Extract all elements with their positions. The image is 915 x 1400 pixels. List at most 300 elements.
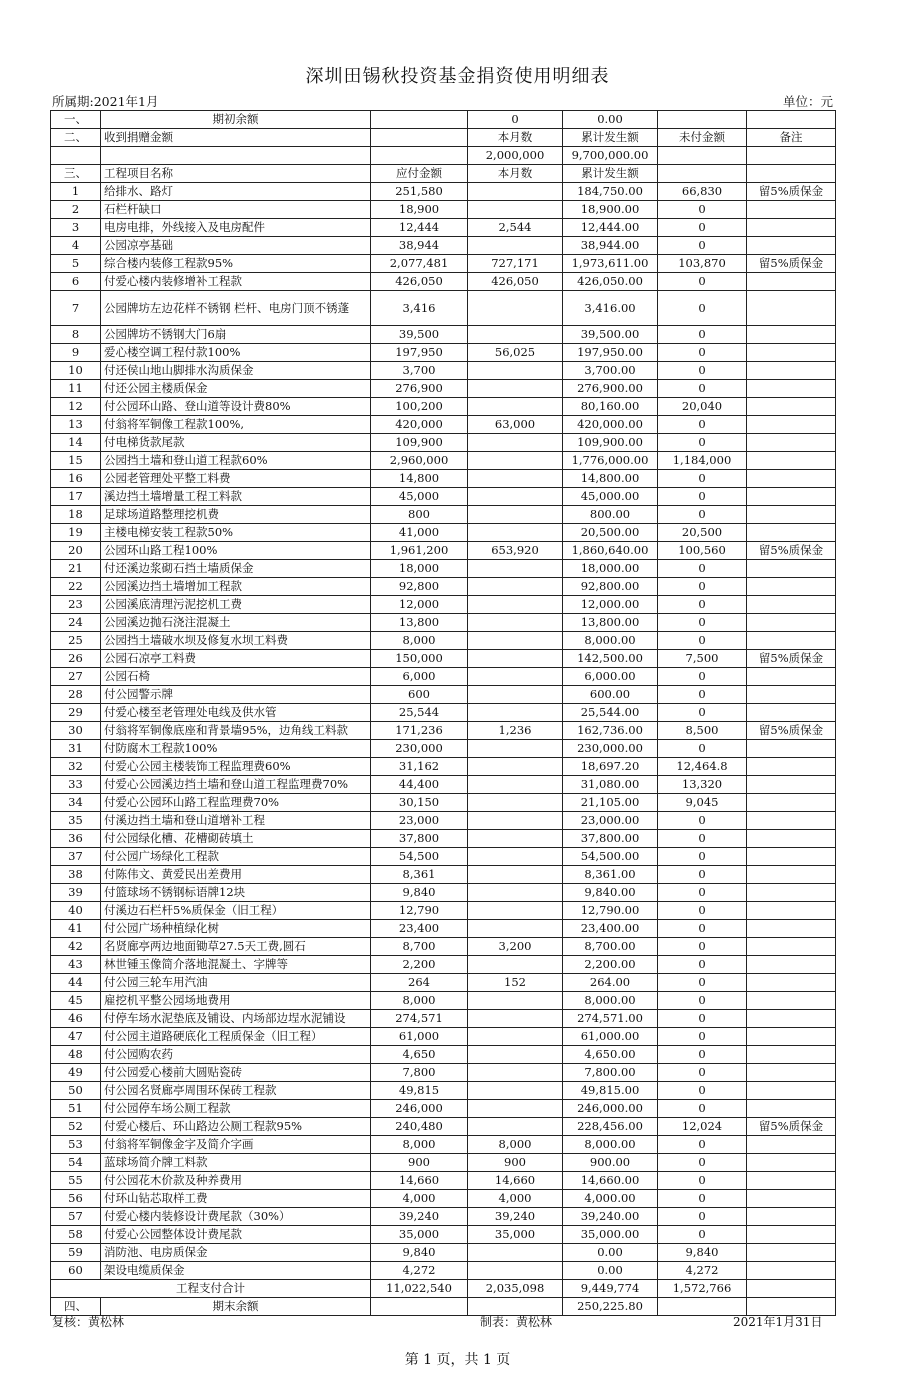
item-name: 付翁将军铜像金字及简介字画 [101, 1136, 371, 1154]
item-remark [747, 344, 836, 362]
item-number: 57 [51, 1208, 101, 1226]
item-number: 17 [51, 488, 101, 506]
item-cumulative: 18,000.00 [563, 560, 658, 578]
item-number: 48 [51, 1046, 101, 1064]
item-name: 付公园绿化槽、花槽砌砖填土 [101, 830, 371, 848]
item-unpaid: 0 [658, 219, 747, 237]
column-header-remark: 备注 [747, 129, 836, 147]
item-payable: 35,000 [371, 1226, 468, 1244]
item-cumulative: 0.00 [563, 1262, 658, 1280]
item-cumulative: 0.00 [563, 1244, 658, 1262]
item-unpaid: 20,500 [658, 524, 747, 542]
item-number: 33 [51, 776, 101, 794]
item-number: 6 [51, 273, 101, 291]
item-name: 架设电缆质保金 [101, 1262, 371, 1280]
row-label: 期末余额 [101, 1298, 371, 1316]
item-remark [747, 1154, 836, 1172]
item-remark [747, 1064, 836, 1082]
item-cumulative: 900.00 [563, 1154, 658, 1172]
item-remark [747, 524, 836, 542]
table-row [51, 1118, 836, 1136]
item-remark [747, 219, 836, 237]
item-unpaid: 0 [658, 686, 747, 704]
item-name: 付溪边石栏杆5%质保金（旧工程） [101, 902, 371, 920]
item-month [468, 956, 563, 974]
column-header-unpaid: 未付金额 [658, 129, 747, 147]
item-unpaid: 0 [658, 866, 747, 884]
item-name: 公园溪边挡土墙增加工程款 [101, 578, 371, 596]
item-unpaid: 1,184,000 [658, 452, 747, 470]
item-unpaid: 0 [658, 1190, 747, 1208]
item-name: 溪边挡土墙增量工程工料款 [101, 488, 371, 506]
item-payable: 41,000 [371, 524, 468, 542]
item-month [468, 470, 563, 488]
table-row [51, 722, 836, 740]
item-month [468, 848, 563, 866]
item-number: 38 [51, 866, 101, 884]
item-unpaid: 0 [658, 1064, 747, 1082]
item-unpaid: 100,560 [658, 542, 747, 560]
item-payable: 18,900 [371, 201, 468, 219]
item-cumulative: 6,000.00 [563, 668, 658, 686]
item-cumulative: 184,750.00 [563, 183, 658, 201]
item-month [468, 201, 563, 219]
item-month [468, 794, 563, 812]
unit-label: 单位：元 [782, 94, 833, 109]
item-name: 付公园购农药 [101, 1046, 371, 1064]
row-label: 收到捐赠金额 [101, 129, 371, 147]
item-remark [747, 398, 836, 416]
item-unpaid: 4,272 [658, 1262, 747, 1280]
empty-cell [371, 111, 468, 129]
item-payable: 246,000 [371, 1100, 468, 1118]
item-remark [747, 740, 836, 758]
item-month [468, 326, 563, 344]
item-remark [747, 794, 836, 812]
item-unpaid: 12,024 [658, 1118, 747, 1136]
item-month [468, 668, 563, 686]
item-remark [747, 866, 836, 884]
item-unpaid: 0 [658, 470, 747, 488]
page-number: 第 1 页，共 1 页 [404, 1352, 511, 1368]
item-remark [747, 1172, 836, 1190]
table-row [51, 560, 836, 578]
report-date: 2021年1月31日 [733, 1315, 823, 1329]
item-payable: 30,150 [371, 794, 468, 812]
table-row [51, 650, 836, 668]
item-payable: 197,950 [371, 344, 468, 362]
item-remark [747, 506, 836, 524]
table-row [51, 704, 836, 722]
item-month [468, 1082, 563, 1100]
table-row [51, 938, 836, 956]
item-unpaid: 8,500 [658, 722, 747, 740]
item-number: 58 [51, 1226, 101, 1244]
item-name: 雇挖机平整公园场地费用 [101, 992, 371, 1010]
table-row [51, 1046, 836, 1064]
item-name: 付爱心楼内装修增补工程款 [101, 273, 371, 291]
item-unpaid: 0 [658, 614, 747, 632]
item-remark [747, 237, 836, 255]
item-cumulative: 37,800.00 [563, 830, 658, 848]
row-index: 三、 [51, 165, 101, 183]
item-cumulative: 420,000.00 [563, 416, 658, 434]
table-row [51, 1190, 836, 1208]
item-remark [747, 812, 836, 830]
item-remark: 留5%质保金 [747, 183, 836, 201]
item-month [468, 704, 563, 722]
item-name: 付公园名贤廊亭周围环保砖工程款 [101, 1082, 371, 1100]
item-month [468, 578, 563, 596]
closing-balance-row [51, 1298, 836, 1316]
item-month: 35,000 [468, 1226, 563, 1244]
item-number: 31 [51, 740, 101, 758]
table-row [51, 1028, 836, 1046]
item-month [468, 920, 563, 938]
item-number: 41 [51, 920, 101, 938]
item-number: 47 [51, 1028, 101, 1046]
item-payable: 6,000 [371, 668, 468, 686]
item-month [468, 452, 563, 470]
item-number: 5 [51, 255, 101, 273]
empty-cell [371, 1298, 468, 1316]
item-remark [747, 380, 836, 398]
item-name: 蓝球场简介牌工料款 [101, 1154, 371, 1172]
item-cumulative: 61,000.00 [563, 1028, 658, 1046]
item-number: 34 [51, 794, 101, 812]
row-index: 四、 [51, 1298, 101, 1316]
item-unpaid: 0 [658, 812, 747, 830]
item-cumulative: 39,240.00 [563, 1208, 658, 1226]
item-name: 公园凉亭基础 [101, 237, 371, 255]
table-row [51, 902, 836, 920]
item-payable: 9,840 [371, 884, 468, 902]
item-unpaid: 0 [658, 902, 747, 920]
item-remark [747, 704, 836, 722]
item-month: 14,660 [468, 1172, 563, 1190]
item-payable: 8,000 [371, 1136, 468, 1154]
item-payable: 240,480 [371, 1118, 468, 1136]
item-number: 30 [51, 722, 101, 740]
item-month [468, 1244, 563, 1262]
totals-unpaid: 1,572,766 [658, 1280, 747, 1298]
item-unpaid: 0 [658, 380, 747, 398]
item-number: 44 [51, 974, 101, 992]
item-remark [747, 470, 836, 488]
item-name: 主楼电梯安装工程款50% [101, 524, 371, 542]
item-month [468, 237, 563, 255]
item-remark [747, 1010, 836, 1028]
table-row [51, 614, 836, 632]
table-row [51, 219, 836, 237]
item-month: 426,050 [468, 273, 563, 291]
item-unpaid: 0 [658, 506, 747, 524]
item-name: 消防池、电房质保金 [101, 1244, 371, 1262]
item-month [468, 488, 563, 506]
empty-cell [658, 111, 747, 129]
item-payable: 8,700 [371, 938, 468, 956]
item-cumulative: 18,900.00 [563, 201, 658, 219]
item-number: 43 [51, 956, 101, 974]
item-cumulative: 54,500.00 [563, 848, 658, 866]
item-cumulative: 246,000.00 [563, 1100, 658, 1118]
item-cumulative: 12,444.00 [563, 219, 658, 237]
item-cumulative: 12,790.00 [563, 902, 658, 920]
item-cumulative: 3,700.00 [563, 362, 658, 380]
item-remark [747, 452, 836, 470]
item-cumulative: 14,660.00 [563, 1172, 658, 1190]
item-payable: 150,000 [371, 650, 468, 668]
item-payable: 276,900 [371, 380, 468, 398]
item-remark [747, 1208, 836, 1226]
item-payable: 8,361 [371, 866, 468, 884]
item-month [468, 830, 563, 848]
item-remark [747, 956, 836, 974]
item-number: 49 [51, 1064, 101, 1082]
item-month: 39,240 [468, 1208, 563, 1226]
item-unpaid: 7,500 [658, 650, 747, 668]
totals-row [51, 1280, 836, 1298]
item-unpaid: 0 [658, 830, 747, 848]
column-header-project: 工程项目名称 [101, 165, 371, 183]
item-name: 付爱心楼内装修设计费尾款（30%） [101, 1208, 371, 1226]
item-unpaid: 0 [658, 704, 747, 722]
item-unpaid: 0 [658, 668, 747, 686]
item-unpaid: 9,045 [658, 794, 747, 812]
item-payable: 39,500 [371, 326, 468, 344]
empty-cell [658, 165, 747, 183]
item-cumulative: 80,160.00 [563, 398, 658, 416]
item-month [468, 992, 563, 1010]
item-month: 900 [468, 1154, 563, 1172]
table-row [51, 1262, 836, 1280]
item-cumulative: 264.00 [563, 974, 658, 992]
item-unpaid: 66,830 [658, 183, 747, 201]
item-cumulative: 21,105.00 [563, 794, 658, 812]
item-number: 11 [51, 380, 101, 398]
item-cumulative: 230,000.00 [563, 740, 658, 758]
table-row [51, 201, 836, 219]
item-payable: 2,200 [371, 956, 468, 974]
item-month [468, 1262, 563, 1280]
ledger-body [51, 111, 836, 1316]
item-month [468, 560, 563, 578]
column-header-cumulative: 累计发生额 [563, 129, 658, 147]
item-number: 54 [51, 1154, 101, 1172]
item-payable: 171,236 [371, 722, 468, 740]
item-month [468, 1100, 563, 1118]
item-cumulative: 25,544.00 [563, 704, 658, 722]
item-remark [747, 992, 836, 1010]
item-payable: 264 [371, 974, 468, 992]
item-payable: 4,650 [371, 1046, 468, 1064]
item-name: 公园牌坊不锈钢大门6扇 [101, 326, 371, 344]
table-row [51, 398, 836, 416]
item-remark [747, 1226, 836, 1244]
item-name: 付公园广场绿化工程款 [101, 848, 371, 866]
table-row [51, 740, 836, 758]
item-remark [747, 1028, 836, 1046]
item-number: 45 [51, 992, 101, 1010]
item-name: 付还公园主楼质保金 [101, 380, 371, 398]
item-number: 21 [51, 560, 101, 578]
table-row [51, 884, 836, 902]
item-month [468, 740, 563, 758]
table-row [51, 380, 836, 398]
row-index: 二、 [51, 129, 101, 147]
empty-cell [747, 1280, 836, 1298]
table-row [51, 237, 836, 255]
item-month [468, 812, 563, 830]
item-month [468, 596, 563, 614]
item-payable: 7,800 [371, 1064, 468, 1082]
item-payable: 44,400 [371, 776, 468, 794]
table-row [51, 1064, 836, 1082]
item-cumulative: 12,000.00 [563, 596, 658, 614]
item-cumulative: 18,697.20 [563, 758, 658, 776]
item-month [468, 884, 563, 902]
received-month-value: 2,000,000 [468, 147, 563, 165]
item-name: 付公园三轮车用汽油 [101, 974, 371, 992]
item-name: 付爱心公园环山路工程监理费70% [101, 794, 371, 812]
item-cumulative: 276,900.00 [563, 380, 658, 398]
table-row [51, 866, 836, 884]
item-unpaid: 0 [658, 1100, 747, 1118]
item-remark [747, 632, 836, 650]
item-unpaid: 0 [658, 938, 747, 956]
item-cumulative: 800.00 [563, 506, 658, 524]
item-number: 56 [51, 1190, 101, 1208]
item-remark [747, 974, 836, 992]
item-name: 公园牌坊左边花样不锈钢 栏杆、电房门顶不锈蓬 [101, 291, 371, 326]
item-name: 付公园主道路硬底化工程质保金（旧工程） [101, 1028, 371, 1046]
item-cumulative: 7,800.00 [563, 1064, 658, 1082]
table-row [51, 992, 836, 1010]
item-cumulative: 228,456.00 [563, 1118, 658, 1136]
table-row [51, 488, 836, 506]
item-name: 公园老管理处平整工料费 [101, 470, 371, 488]
item-remark: 留5%质保金 [747, 650, 836, 668]
item-cumulative: 4,650.00 [563, 1046, 658, 1064]
item-remark: 留5%质保金 [747, 722, 836, 740]
table-row [51, 758, 836, 776]
item-number: 9 [51, 344, 101, 362]
item-payable: 274,571 [371, 1010, 468, 1028]
item-name: 给排水、路灯 [101, 183, 371, 201]
item-cumulative: 14,800.00 [563, 470, 658, 488]
item-payable: 4,272 [371, 1262, 468, 1280]
item-payable: 2,077,481 [371, 255, 468, 273]
item-unpaid: 0 [658, 1208, 747, 1226]
item-month: 152 [468, 974, 563, 992]
item-payable: 8,000 [371, 992, 468, 1010]
item-remark [747, 416, 836, 434]
opening-balance-row [51, 111, 836, 129]
item-unpaid: 0 [658, 237, 747, 255]
table-row [51, 362, 836, 380]
item-name: 石栏杆缺口 [101, 201, 371, 219]
item-payable: 109,900 [371, 434, 468, 452]
item-payable: 54,500 [371, 848, 468, 866]
item-month [468, 1118, 563, 1136]
table-row [51, 416, 836, 434]
item-month: 1,236 [468, 722, 563, 740]
table-row [51, 1010, 836, 1028]
table-row [51, 542, 836, 560]
totals-payable: 11,022,540 [371, 1280, 468, 1298]
item-number: 26 [51, 650, 101, 668]
item-remark [747, 1262, 836, 1280]
item-payable: 2,960,000 [371, 452, 468, 470]
item-payable: 100,200 [371, 398, 468, 416]
item-unpaid: 0 [658, 848, 747, 866]
item-month: 2,544 [468, 219, 563, 237]
item-number: 53 [51, 1136, 101, 1154]
item-number: 12 [51, 398, 101, 416]
table-row [51, 1136, 836, 1154]
table-row [51, 452, 836, 470]
item-unpaid: 0 [658, 1136, 747, 1154]
item-payable: 9,840 [371, 1244, 468, 1262]
item-name: 付环山钻芯取样工费 [101, 1190, 371, 1208]
item-remark [747, 902, 836, 920]
item-cumulative: 142,500.00 [563, 650, 658, 668]
item-payable: 14,800 [371, 470, 468, 488]
item-remark [747, 362, 836, 380]
item-month: 727,171 [468, 255, 563, 273]
item-month [468, 506, 563, 524]
item-month [468, 362, 563, 380]
item-remark [747, 1046, 836, 1064]
table-row [51, 848, 836, 866]
item-month [468, 398, 563, 416]
table-row [51, 974, 836, 992]
item-month [468, 776, 563, 794]
empty-cell [658, 147, 747, 165]
item-number: 10 [51, 362, 101, 380]
table-row [51, 668, 836, 686]
item-cumulative: 162,736.00 [563, 722, 658, 740]
item-name: 付防腐木工程款100% [101, 740, 371, 758]
item-number: 52 [51, 1118, 101, 1136]
item-cumulative: 1,860,640.00 [563, 542, 658, 560]
item-unpaid: 103,870 [658, 255, 747, 273]
item-name: 付爱心公园整体设计费尾款 [101, 1226, 371, 1244]
item-unpaid: 13,320 [658, 776, 747, 794]
item-name: 付陈伟文、黄爱民出差费用 [101, 866, 371, 884]
table-row [51, 596, 836, 614]
item-number: 3 [51, 219, 101, 237]
empty-cell [747, 147, 836, 165]
item-month [468, 1028, 563, 1046]
item-payable: 13,800 [371, 614, 468, 632]
item-remark [747, 488, 836, 506]
item-number: 20 [51, 542, 101, 560]
item-payable: 1,961,200 [371, 542, 468, 560]
item-remark [747, 1100, 836, 1118]
empty-cell [51, 147, 101, 165]
column-header-month: 本月数 [468, 129, 563, 147]
table-row [51, 1082, 836, 1100]
table-row [51, 812, 836, 830]
table-row [51, 524, 836, 542]
item-payable: 12,790 [371, 902, 468, 920]
item-unpaid: 0 [658, 740, 747, 758]
item-remark [747, 434, 836, 452]
item-unpaid: 0 [658, 1154, 747, 1172]
item-unpaid: 0 [658, 488, 747, 506]
item-number: 19 [51, 524, 101, 542]
